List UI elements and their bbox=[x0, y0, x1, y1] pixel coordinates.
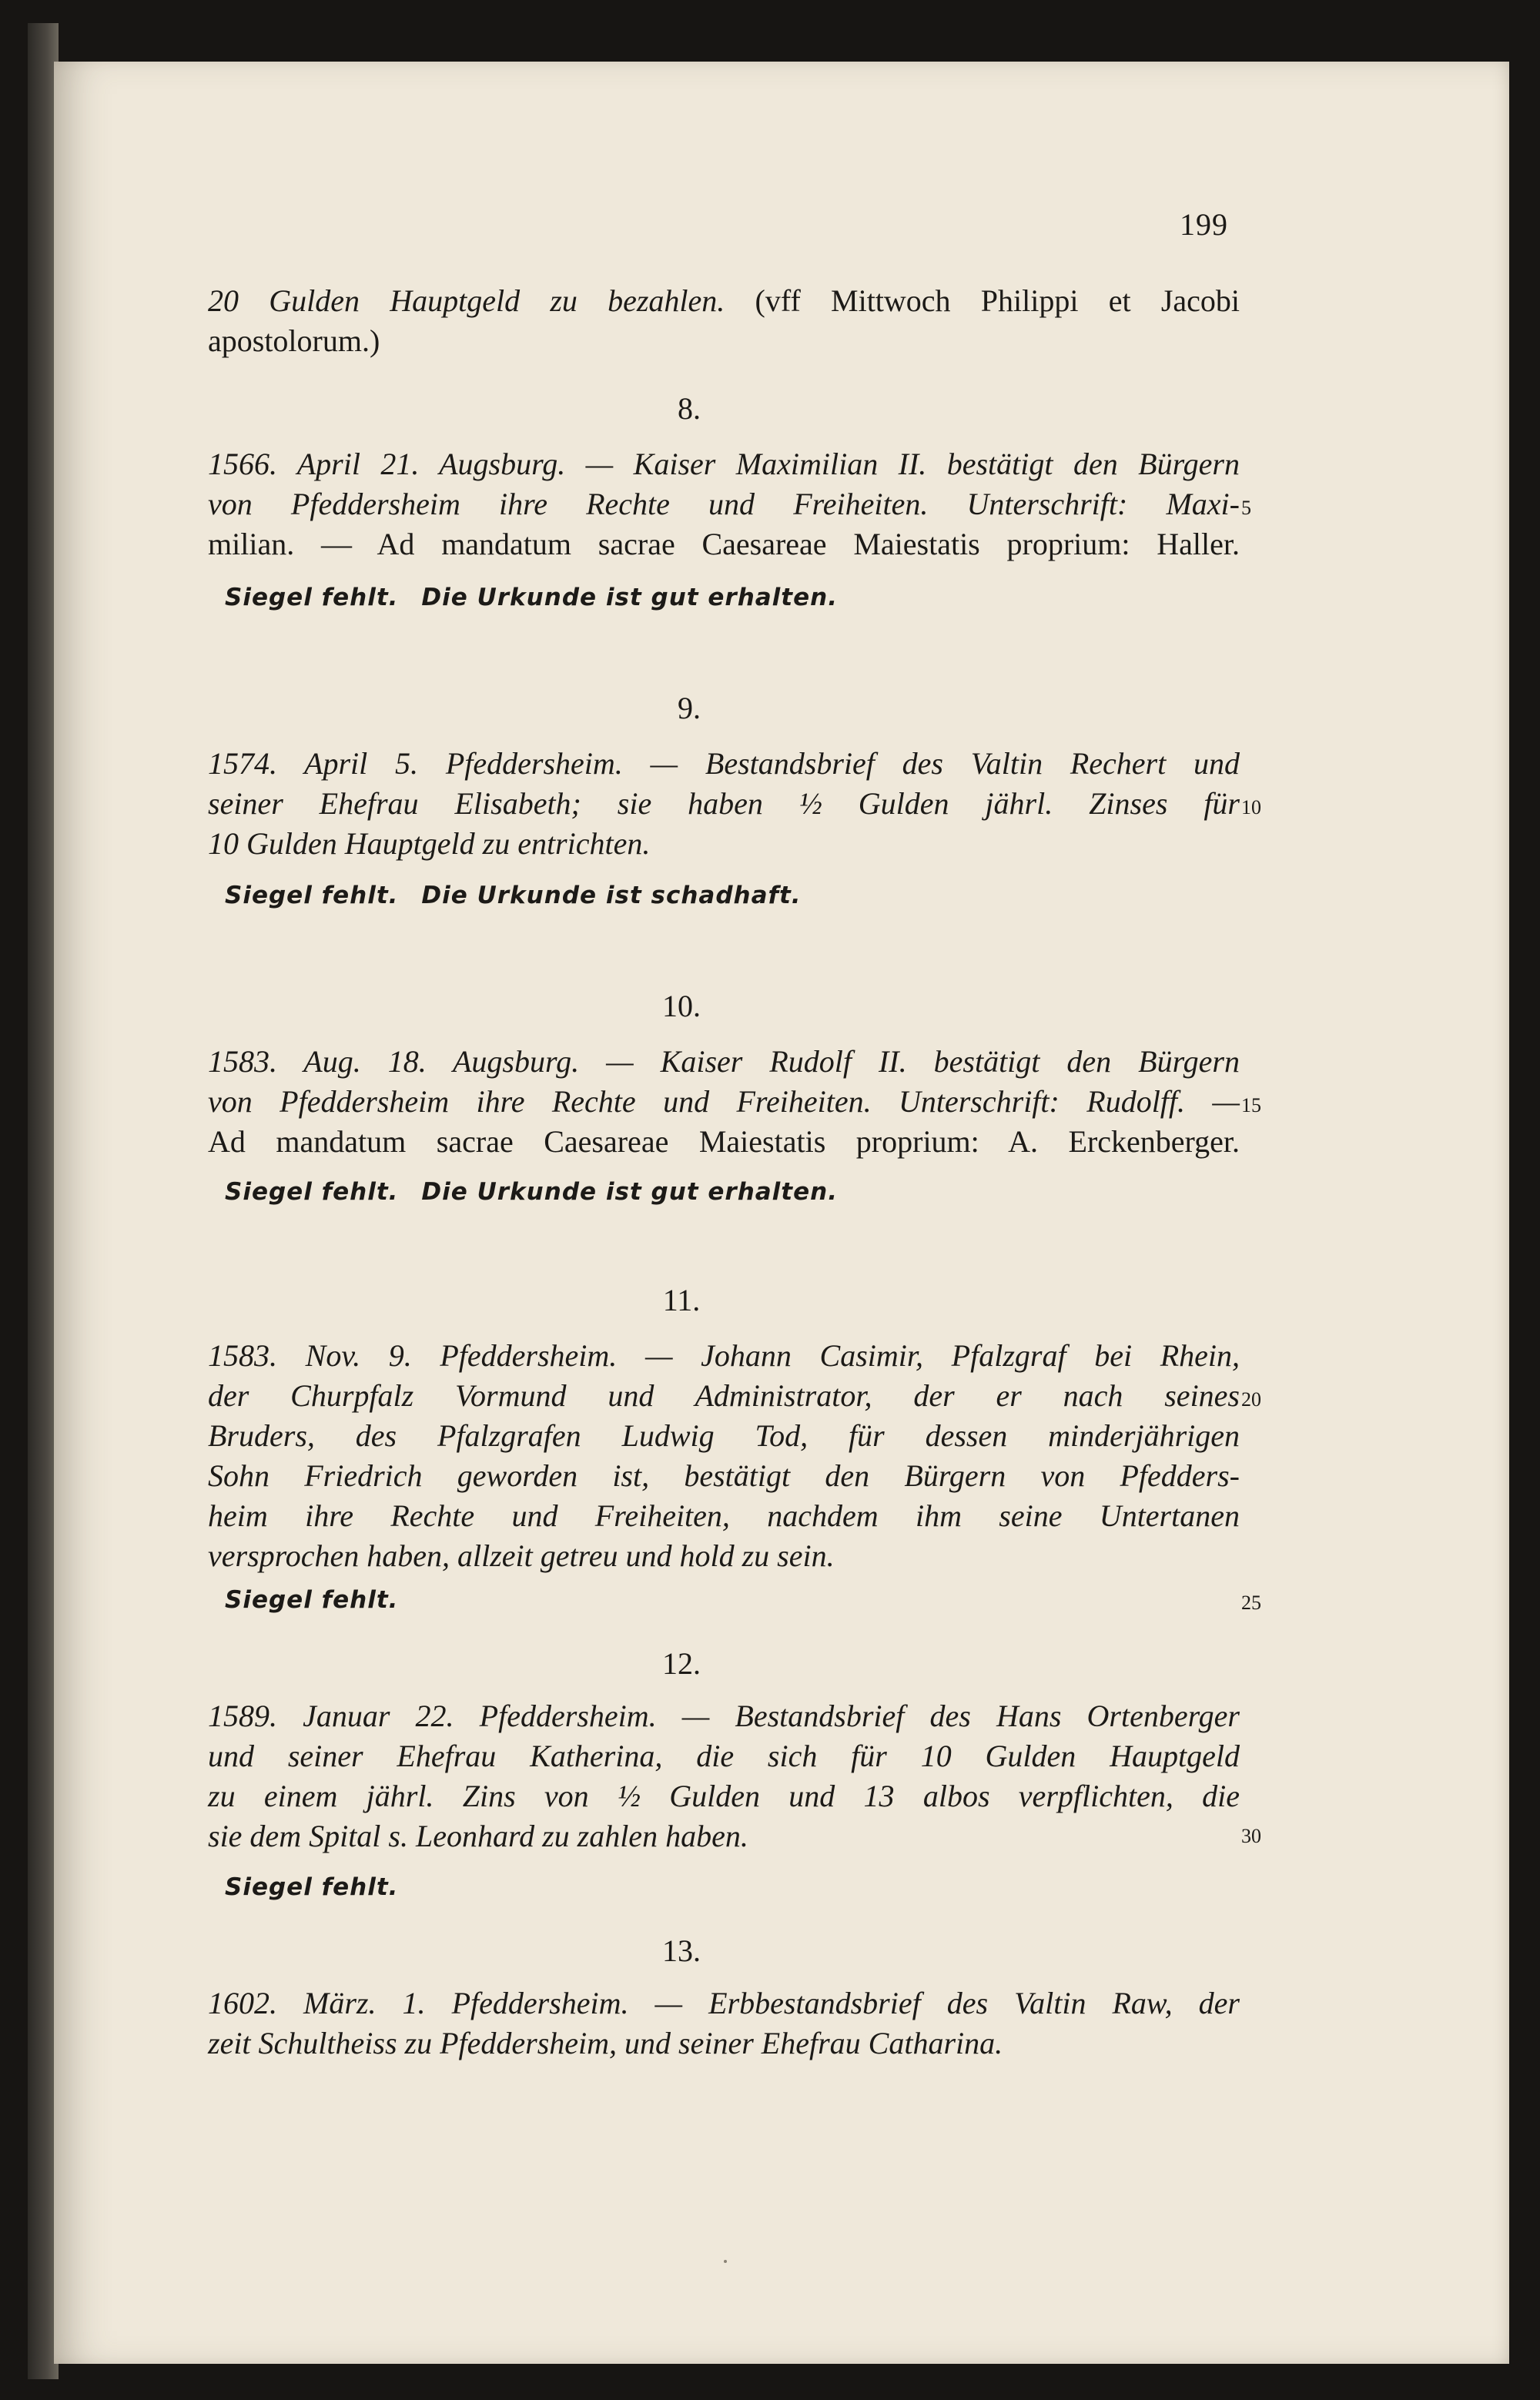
note: Siegel fehlt. bbox=[225, 1586, 399, 1614]
margin-line-number: 15 bbox=[1241, 1094, 1261, 1116]
entry-line: zu einem jährl. Zins von ½ Gulden und 13 albos verpflichten, die bbox=[208, 1779, 1240, 1813]
entry-line: der Churpfalz Vormund und Administrator, der er nach seines bbox=[208, 1378, 1240, 1413]
entry-line: von Pfeddersheim ihre Rechte und Freiheiten. Unterschrift: Maxi- bbox=[208, 487, 1240, 521]
entry-line: 1602. März. 1. Pfeddersheim. — Erbbestandsbrief des Valtin Raw, der bbox=[208, 1986, 1240, 2020]
entry-line: 1574. April 5. Pfeddersheim. — Bestandsbrief des Valtin Rechert und bbox=[208, 746, 1240, 781]
intro-line-1: 20 Gulden Hauptgeld zu bezahlen. (vff Mittwoch Philippi et Jacobi bbox=[208, 283, 1240, 318]
entry-line: 1589. Januar 22. Pfeddersheim. — Bestandsbrief des Hans Ortenberger bbox=[208, 1699, 1240, 1733]
entry-number: 11. bbox=[662, 1283, 701, 1317]
entry-number: 9. bbox=[678, 691, 701, 725]
margin-line-number: 30 bbox=[1241, 1825, 1261, 1847]
note: Siegel fehlt. Die Urkunde ist schadhaft. bbox=[225, 882, 802, 909]
margin-line-number: 5 bbox=[1241, 497, 1251, 519]
entry-line: Ad mandatum sacrae Caesareae Maiestatis proprium: A. Erckenberger. bbox=[208, 1124, 1240, 1159]
entry-number: 8. bbox=[678, 391, 701, 426]
entry-number: 10. bbox=[662, 989, 701, 1023]
margin-line-number: 20 bbox=[1241, 1388, 1261, 1411]
page-number: 199 bbox=[1180, 207, 1228, 242]
entry-line: milian. — Ad mandatum sacrae Caesareae Maiestatis proprium: Haller. bbox=[208, 527, 1240, 561]
note: Siegel fehlt. bbox=[225, 1873, 399, 1901]
entry-line: versprochen haben, allzeit getreu und hold zu sein. bbox=[208, 1538, 835, 1573]
entry-number: 12. bbox=[662, 1646, 701, 1681]
note: Siegel fehlt. Die Urkunde ist gut erhalten. bbox=[225, 584, 838, 611]
note: Siegel fehlt. Die Urkunde ist gut erhalten. bbox=[225, 1178, 838, 1206]
entry-line: 1566. April 21. Augsburg. — Kaiser Maximilian II. bestätigt den Bürgern bbox=[208, 447, 1240, 481]
entry-line: Bruders, des Pfalzgrafen Ludwig Tod, für dessen minderjährigen bbox=[208, 1418, 1240, 1453]
entry-line: 1583. Aug. 18. Augsburg. — Kaiser Rudolf II. bestätigt den Bürgern bbox=[208, 1044, 1240, 1079]
entry-number: 13. bbox=[662, 1933, 701, 1968]
entry-line: und seiner Ehefrau Katherina, die sich für 10 Gulden Hauptgeld bbox=[208, 1739, 1240, 1773]
margin-line-number: 25 bbox=[1241, 1592, 1261, 1614]
paper-speck bbox=[724, 2260, 727, 2263]
intro-line-2: apostolorum.) bbox=[208, 323, 380, 358]
entry-line: zeit Schultheiss zu Pfeddersheim, und seiner Ehefrau Catharina. bbox=[208, 2026, 1003, 2060]
entry-line: 1583. Nov. 9. Pfeddersheim. — Johann Casimir, Pfalzgraf bei Rhein, bbox=[208, 1338, 1240, 1373]
entry-line: sie dem Spital s. Leonhard zu zahlen haben. bbox=[208, 1819, 748, 1853]
entry-line: von Pfeddersheim ihre Rechte und Freiheiten. Unterschrift: Rudolff. — bbox=[208, 1084, 1240, 1119]
entry-line: 10 Gulden Hauptgeld zu entrichten. bbox=[208, 826, 651, 861]
entry-line: heim ihre Rechte und Freiheiten, nachdem ihm seine Untertanen bbox=[208, 1498, 1240, 1533]
entry-line: Sohn Friedrich geworden ist, bestätigt den Bürgern von Pfedders- bbox=[208, 1458, 1240, 1493]
margin-line-number: 10 bbox=[1241, 796, 1261, 818]
entry-line: seiner Ehefrau Elisabeth; sie haben ½ Gulden jährl. Zinses für bbox=[208, 786, 1240, 821]
